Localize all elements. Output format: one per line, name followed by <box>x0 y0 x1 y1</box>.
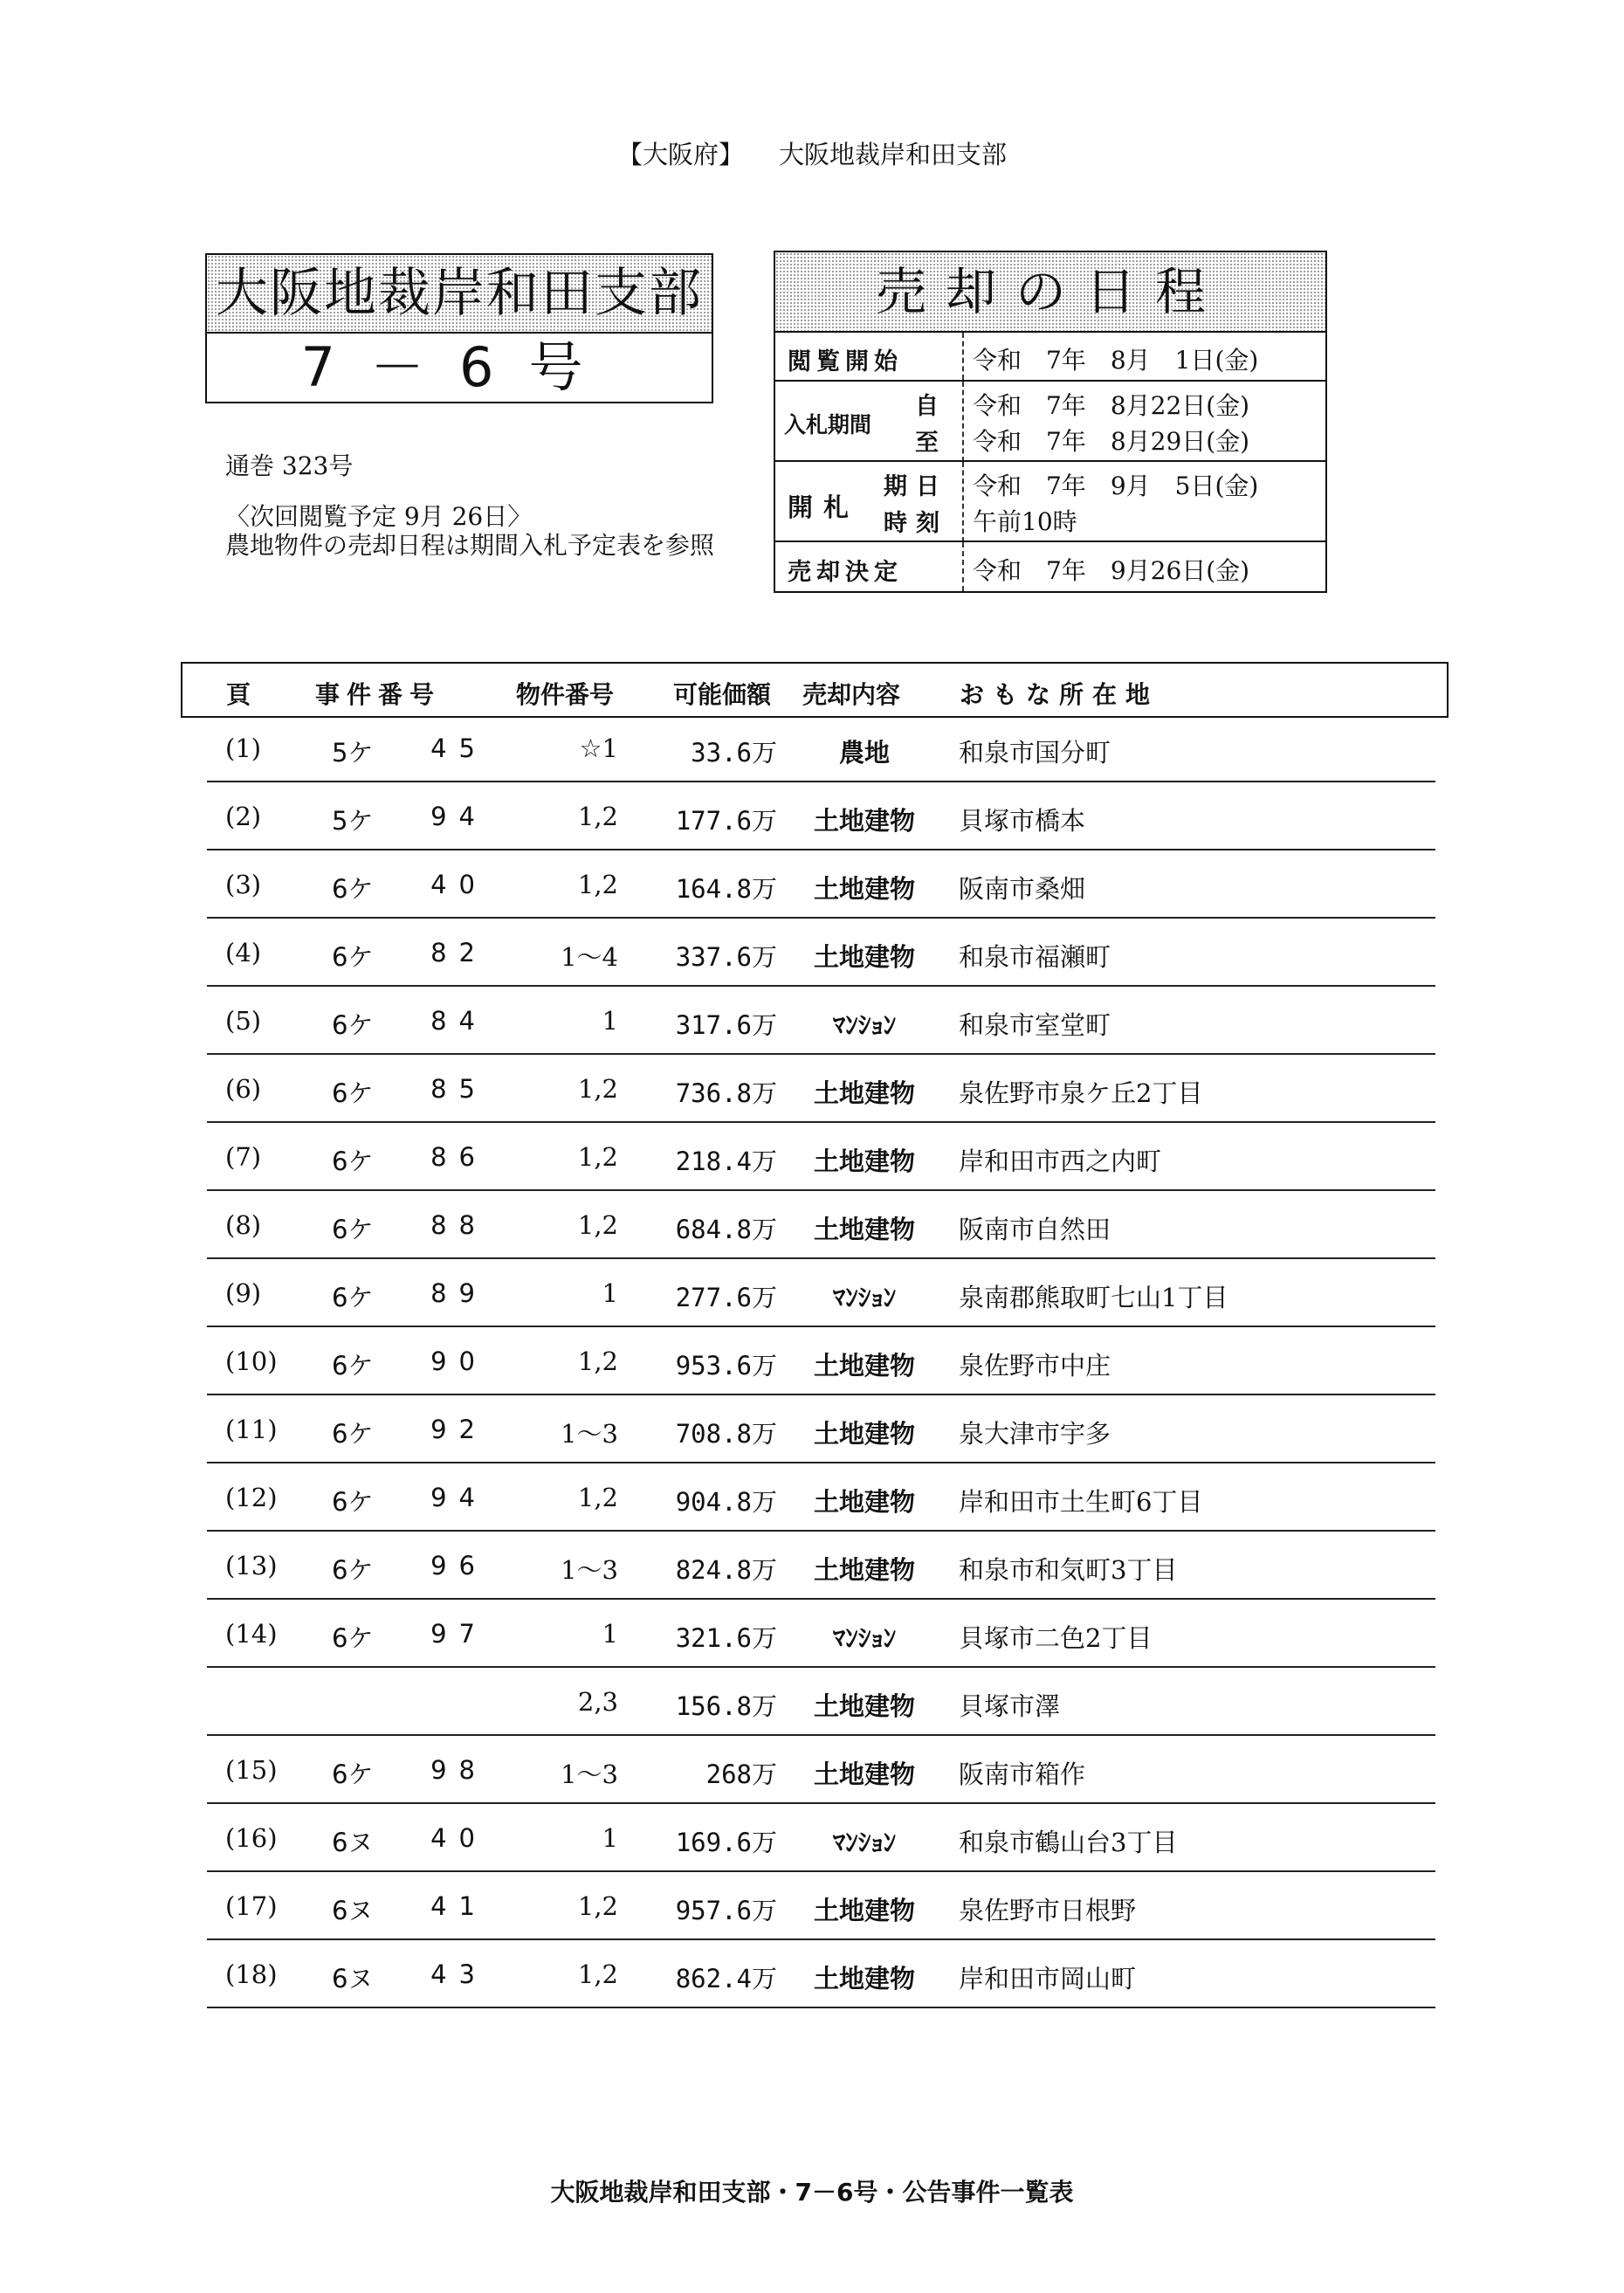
row-case-prefix: 6ケ <box>332 1078 374 1108</box>
row-property-number: 1,2 <box>577 1074 618 1104</box>
table-row <box>0 1395 1624 1463</box>
row-sale-type: 土地建物 <box>813 942 915 972</box>
row-page: (12) <box>225 1483 278 1512</box>
row-property-number: 1,2 <box>577 1483 618 1512</box>
row-case-prefix: 6ケ <box>332 1555 374 1585</box>
row-price: 708.8万 <box>675 1419 777 1449</box>
row-case-number: 88 <box>430 1210 487 1240</box>
table-row <box>0 782 1624 850</box>
volume-number: 通巻 323号 <box>225 451 354 480</box>
row-case-prefix: 6ケ <box>332 1419 374 1449</box>
row-divider <box>207 2007 1435 2008</box>
row-property-number: 2,3 <box>577 1687 618 1717</box>
row-case-number: 45 <box>430 733 487 763</box>
row-page: (2) <box>225 802 262 831</box>
row-case-number: 97 <box>430 1619 487 1649</box>
row-case-prefix: 6ヌ <box>332 1828 374 1857</box>
row-location: 泉南郡熊取町七山1丁目 <box>959 1283 1228 1312</box>
table-row <box>0 714 1624 782</box>
farmland-note: 農地物件の売却日程は期間入札予定表を参照 <box>225 531 715 560</box>
row-sale-type: 土地建物 <box>813 1078 915 1108</box>
row-price: 164.8万 <box>675 874 777 904</box>
row-price: 824.8万 <box>675 1555 777 1585</box>
table-row <box>0 1327 1624 1395</box>
row-price: 862.4万 <box>675 1964 777 1993</box>
row-sale-type: ﾏﾝｼｮﾝ <box>832 1010 897 1040</box>
schedule-row-bid <box>775 380 1325 462</box>
table-row <box>0 1872 1624 1940</box>
row-location: 和泉市国分町 <box>959 738 1111 768</box>
row-case-prefix: 6ケ <box>332 874 374 904</box>
opening-date: 令和 7年 9月 5日(金) <box>973 472 1259 500</box>
row-sale-type: 土地建物 <box>813 1759 915 1789</box>
table-row <box>0 1055 1624 1123</box>
row-case-number: 92 <box>430 1415 487 1444</box>
row-case-number: 82 <box>430 938 487 967</box>
row-price: 953.6万 <box>675 1351 777 1381</box>
table-row <box>0 987 1624 1055</box>
row-page: (9) <box>225 1278 262 1308</box>
viewing-date: 令和 7年 8月 1日(金) <box>973 346 1259 375</box>
row-case-number: 90 <box>430 1346 487 1376</box>
row-case-number: 86 <box>430 1142 487 1172</box>
row-case-number: 41 <box>430 1891 487 1921</box>
row-location: 和泉市和気町3丁目 <box>959 1555 1178 1585</box>
row-property-number: 1 <box>602 1006 618 1036</box>
row-price: 957.6万 <box>675 1896 777 1925</box>
col-sale-type: 売却内容 <box>802 680 901 709</box>
row-price: 317.6万 <box>675 1010 777 1040</box>
row-price: 684.8万 <box>675 1215 777 1244</box>
row-property-number: 1,2 <box>577 1346 618 1376</box>
row-location: 泉佐野市中庄 <box>959 1351 1111 1381</box>
row-location: 貝塚市澤 <box>959 1691 1061 1721</box>
next-viewing-note: 〈次回閲覧予定 9月 26日〉 <box>225 502 533 531</box>
court-label: 大阪地裁岸和田支部 <box>779 140 1008 169</box>
row-property-number: 1～3 <box>561 1419 618 1449</box>
schedule-title: 売却の日程 <box>775 252 1325 333</box>
row-case-prefix: 6ケ <box>332 1487 374 1517</box>
row-property-number: 1,2 <box>577 1142 618 1172</box>
row-case-prefix: 6ケ <box>332 1351 374 1381</box>
footer: 大阪地裁岸和田支部・7－6号・公告事件一覧表 <box>550 2178 1074 2207</box>
title-box <box>205 253 713 403</box>
page-header <box>0 135 1624 171</box>
schedule-row-decision <box>775 541 1325 591</box>
row-page: (11) <box>225 1415 278 1444</box>
row-sale-type: 農地 <box>838 738 890 768</box>
row-property-number: 1 <box>602 1823 618 1853</box>
row-location: 和泉市福瀬町 <box>959 942 1111 972</box>
row-property-number: 1,2 <box>577 802 618 831</box>
row-property-number: 1～4 <box>561 942 618 972</box>
row-page: (5) <box>225 1006 262 1036</box>
row-location: 和泉市室堂町 <box>959 1010 1111 1040</box>
row-sale-type: 土地建物 <box>813 1146 915 1176</box>
schedule-row-opening <box>775 460 1325 542</box>
row-case-prefix: 6ヌ <box>332 1896 374 1925</box>
row-case-prefix: 6ケ <box>332 1146 374 1176</box>
row-page: (16) <box>225 1823 278 1853</box>
row-location: 泉佐野市泉ケ丘2丁目 <box>959 1078 1203 1108</box>
row-case-prefix: 6ケ <box>332 1215 374 1244</box>
col-location: おもな所在地 <box>960 680 1160 709</box>
row-price: 337.6万 <box>675 942 777 972</box>
decision-date: 令和 7年 9月26日(金) <box>973 556 1250 585</box>
row-page: (6) <box>225 1074 262 1104</box>
row-property-number: 1,2 <box>577 1959 618 1989</box>
notes <box>225 502 714 560</box>
table-header <box>181 662 1449 718</box>
row-page: (1) <box>225 733 262 763</box>
row-case-prefix: 6ヌ <box>332 1964 374 1993</box>
row-sale-type: 土地建物 <box>813 1215 915 1244</box>
row-price: 736.8万 <box>675 1078 777 1108</box>
table-row <box>0 919 1624 987</box>
table-row <box>0 1736 1624 1804</box>
row-location: 貝塚市二色2丁目 <box>959 1623 1153 1653</box>
row-case-number: 94 <box>430 1483 487 1512</box>
row-page: (10) <box>225 1346 278 1376</box>
row-price: 268万 <box>705 1759 777 1789</box>
row-page: (17) <box>225 1891 278 1921</box>
row-sale-type: 土地建物 <box>813 1487 915 1517</box>
bid-to-date: 令和 7年 8月29日(金) <box>973 427 1250 456</box>
row-price: 33.6万 <box>691 738 777 768</box>
row-case-number: 40 <box>430 870 487 899</box>
row-case-number: 43 <box>430 1959 487 1989</box>
row-location: 阪南市桑畑 <box>959 874 1086 904</box>
row-property-number: ☆1 <box>579 733 618 763</box>
row-case-prefix: 6ケ <box>332 942 374 972</box>
row-property-number: 1～3 <box>561 1555 618 1585</box>
table-row <box>0 1123 1624 1191</box>
table-row <box>0 1940 1624 2008</box>
decision-label: 売却決定 <box>788 559 903 586</box>
row-property-number: 1 <box>602 1278 618 1308</box>
row-case-number: 98 <box>430 1755 487 1785</box>
table-row <box>0 1463 1624 1532</box>
row-location: 泉大津市宇多 <box>959 1419 1111 1449</box>
row-page: (14) <box>225 1619 278 1649</box>
row-location: 泉佐野市日根野 <box>959 1896 1137 1925</box>
table-row <box>0 1600 1624 1668</box>
row-location: 貝塚市橋本 <box>959 806 1086 836</box>
row-case-prefix: 6ケ <box>332 1623 374 1653</box>
row-page: (7) <box>225 1142 262 1172</box>
table-row <box>0 1668 1624 1736</box>
row-sale-type: 土地建物 <box>813 1896 915 1925</box>
row-case-prefix: 6ケ <box>332 1283 374 1312</box>
row-page: (18) <box>225 1959 278 1989</box>
row-sale-type: 土地建物 <box>813 806 915 836</box>
row-location: 岸和田市岡山町 <box>959 1964 1137 1993</box>
row-price: 177.6万 <box>675 806 777 836</box>
row-property-number: 1,2 <box>577 1891 618 1921</box>
row-sale-type: 土地建物 <box>813 874 915 904</box>
row-location: 岸和田市西之内町 <box>959 1146 1162 1176</box>
bid-period-label: 入札期間 自 至 <box>784 393 939 457</box>
row-case-prefix: 6ケ <box>332 1010 374 1040</box>
row-case-number: 40 <box>430 1823 487 1853</box>
row-location: 阪南市自然田 <box>959 1215 1111 1244</box>
row-price: 169.6万 <box>675 1828 777 1857</box>
row-case-number: 84 <box>430 1006 487 1036</box>
row-case-number: 96 <box>430 1551 487 1580</box>
row-case-number: 94 <box>430 802 487 831</box>
row-sale-type: 土地建物 <box>813 1419 915 1449</box>
row-sale-type: 土地建物 <box>813 1555 915 1585</box>
row-page: (4) <box>225 938 262 967</box>
row-property-number: 1 <box>602 1619 618 1649</box>
row-case-prefix: 6ケ <box>332 1759 374 1789</box>
issue-number: 7－6号 <box>300 335 618 399</box>
opening-label: 開札 期日 時刻 <box>788 473 948 537</box>
row-case-prefix: 5ケ <box>332 738 374 768</box>
row-sale-type: 土地建物 <box>813 1691 915 1721</box>
opening-time: 午前10時 <box>973 507 1077 536</box>
row-case-number: 85 <box>430 1074 487 1104</box>
schedule-row-viewing <box>775 333 1325 380</box>
col-case-number: 事件番号 <box>315 680 442 709</box>
row-property-number: 1,2 <box>577 1210 618 1240</box>
bid-from-date: 令和 7年 8月22日(金) <box>973 391 1250 420</box>
row-sale-type: ﾏﾝｼｮﾝ <box>832 1828 897 1857</box>
row-price: 156.8万 <box>675 1691 777 1721</box>
table-row <box>0 1804 1624 1872</box>
col-property-number: 物件番号 <box>516 680 615 709</box>
court-name-title: 大阪地裁岸和田支部 <box>207 255 712 334</box>
table-row <box>0 1191 1624 1259</box>
row-sale-type: ﾏﾝｼｮﾝ <box>832 1283 897 1312</box>
prefecture-label: 【大阪府】 <box>616 140 744 169</box>
row-page: (8) <box>225 1210 262 1240</box>
row-price: 277.6万 <box>675 1283 777 1312</box>
row-page: (15) <box>225 1755 278 1785</box>
viewing-label: 閲覧開始 <box>788 348 903 375</box>
row-page: (13) <box>225 1551 278 1580</box>
row-case-number: 89 <box>430 1278 487 1308</box>
row-price: 904.8万 <box>675 1487 777 1517</box>
table-row <box>0 1532 1624 1600</box>
row-sale-type: ﾏﾝｼｮﾝ <box>832 1623 897 1653</box>
row-location: 岸和田市土生町6丁目 <box>959 1487 1203 1517</box>
col-page: 頁 <box>226 680 251 709</box>
row-price: 218.4万 <box>675 1146 777 1176</box>
col-price: 可能価額 <box>673 680 772 709</box>
row-sale-type: 土地建物 <box>813 1964 915 1993</box>
row-location: 和泉市鶴山台3丁目 <box>959 1828 1178 1857</box>
sale-schedule-box <box>774 251 1327 593</box>
row-location: 阪南市箱作 <box>959 1759 1086 1789</box>
table-row <box>0 850 1624 919</box>
table-row <box>0 1259 1624 1327</box>
row-property-number: 1,2 <box>577 870 618 899</box>
row-sale-type: 土地建物 <box>813 1351 915 1381</box>
row-page: (3) <box>225 870 262 899</box>
row-price: 321.6万 <box>675 1623 777 1653</box>
row-case-prefix: 5ケ <box>332 806 374 836</box>
row-property-number: 1～3 <box>561 1759 618 1789</box>
